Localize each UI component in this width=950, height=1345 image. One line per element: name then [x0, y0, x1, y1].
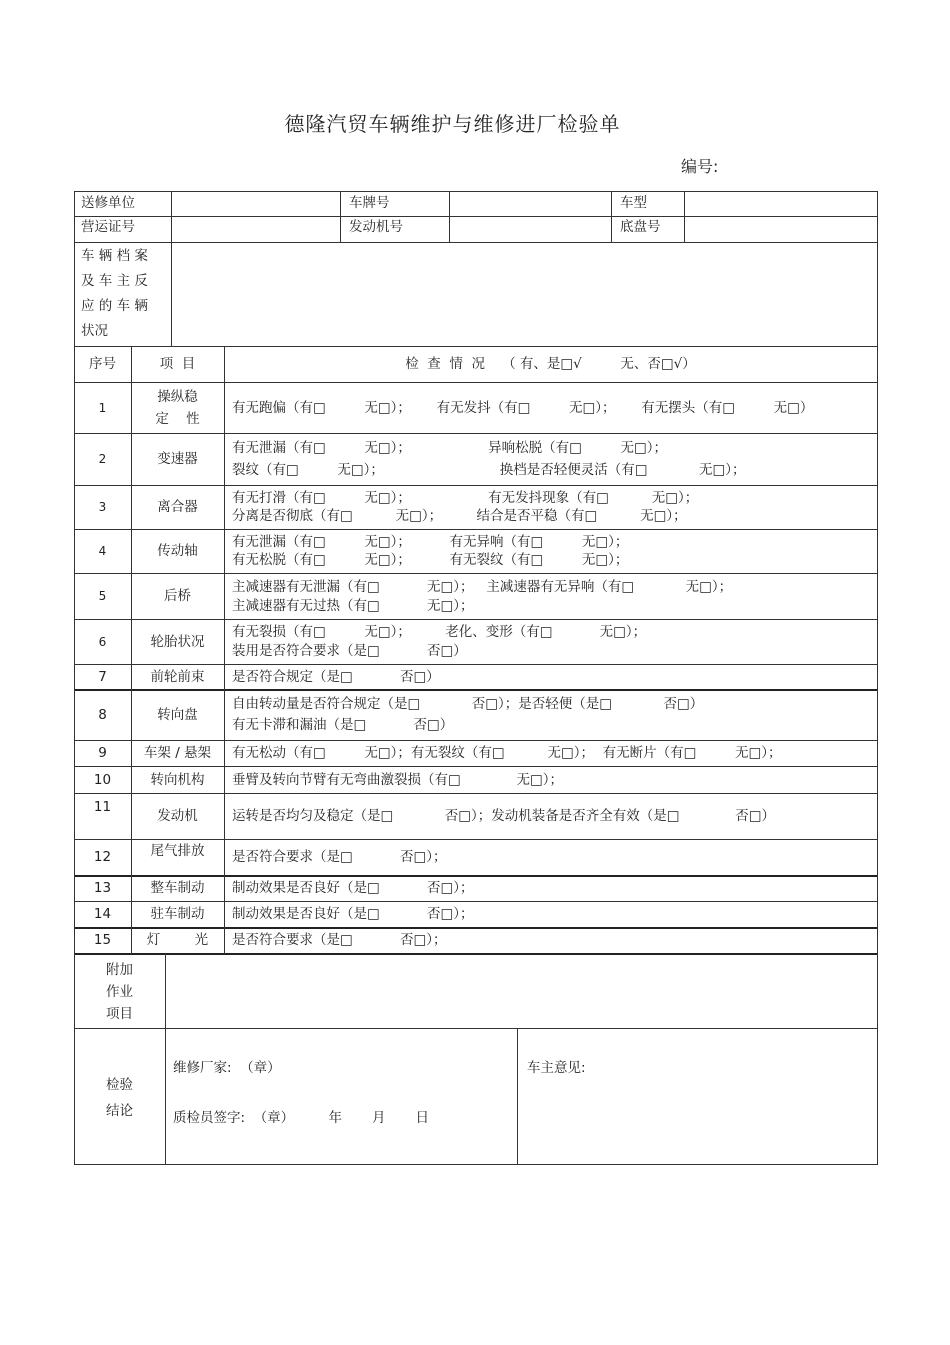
table-bottom-border: [74, 1164, 878, 1165]
row-item-name: 离合器: [157, 499, 198, 515]
row-item-name: 后桥: [164, 588, 191, 604]
row-check-text: 有无松动（有□ 无□）；有无裂纹（有□ 无□）； 有无断片（有□ 无□）；: [232, 745, 782, 761]
table-rule: [340, 191, 341, 243]
row-item-name: 整车制动: [150, 880, 205, 896]
inspector-signature-label: 质检员签字: （章） 年 月 日: [173, 1110, 430, 1126]
table-rule: [224, 346, 225, 954]
conclusion-label: 检验: [106, 1077, 133, 1093]
row-number: 8: [98, 706, 107, 723]
form-title: 德隆汽贸车辆维护与维修进厂检验单: [284, 112, 621, 136]
table-rule: [517, 1028, 518, 1165]
table-rule: [74, 664, 878, 665]
table-rule: [449, 191, 450, 243]
table-top-border: [74, 191, 878, 192]
row-number: 2: [98, 452, 107, 466]
row-check-text: 是否符合要求（是□ 否□）；: [232, 849, 447, 865]
row-check-text: 主减速器有无泄漏（有□ 无□）； 主减速器有无异响（有□ 无□）；: [232, 578, 733, 595]
row-check-text: 有无卡滞和漏油（是□ 否□）: [232, 717, 454, 734]
table-rule: [74, 346, 878, 347]
table-rule: [74, 433, 878, 434]
vehicle-archive-label: 状况: [81, 323, 108, 339]
seq-header: 序号: [89, 356, 116, 372]
header-label: 营运证号: [81, 219, 135, 235]
row-item-name: 变速器: [157, 451, 198, 467]
row-item-name: 驻车制动: [150, 906, 205, 922]
header-label: 车牌号: [349, 195, 390, 211]
row-check-text: 有无泄漏（有□ 无□）； 异响松脱（有□ 无□）；: [232, 440, 668, 456]
row-item-name: 定 性: [155, 410, 200, 427]
row-number: 10: [93, 771, 112, 788]
row-check-text: 是否符合规定（是□ 否□）: [232, 668, 440, 685]
table-rule: [74, 839, 878, 840]
owner-opinion-input[interactable]: [519, 1080, 875, 1162]
table-rule: [74, 689, 878, 691]
table-rule: [74, 793, 878, 794]
table-rule: [74, 766, 878, 767]
header-input-cell[interactable]: [173, 193, 339, 215]
row-item-name: 尾气排放: [150, 843, 205, 859]
row-number: 7: [98, 668, 107, 685]
table-rule: [74, 619, 878, 620]
vehicle-archive-label: 应 的 车 辆: [81, 298, 148, 314]
table-rule: [74, 1028, 878, 1029]
row-number: 15: [93, 932, 112, 948]
row-check-text: 有无泄漏（有□ 无□）； 有无异响（有□ 无□）；: [232, 534, 629, 550]
table-rule: [74, 529, 878, 530]
row-check-text: 有无裂损（有□ 无□）； 老化、变形（有□ 无□）；: [232, 624, 647, 641]
header-label: 底盘号: [620, 219, 661, 235]
header-input-cell[interactable]: [451, 218, 610, 241]
row-check-text: 制动效果是否良好（是□ 否□）；: [232, 880, 474, 896]
table-rule: [74, 382, 878, 383]
header-label: 发动机号: [349, 219, 403, 235]
header-input-cell[interactable]: [173, 218, 339, 241]
row-check-text: 主减速器有无过热（有□ 无□）；: [232, 597, 474, 614]
row-check-text: 自由转动量是否符合规定（是□ 否□）；是否轻便（是□ 否□）: [232, 695, 704, 712]
table-rule: [74, 927, 878, 929]
conclusion-label: 结论: [106, 1103, 133, 1119]
row-check-text: 制动效果是否良好（是□ 否□）；: [232, 906, 474, 922]
row-number: 4: [98, 544, 107, 558]
table-rule: [74, 875, 878, 877]
row-check-text: 分离是否彻底（有□ 无□）； 结合是否平稳（有□ 无□）；: [232, 508, 687, 524]
row-item-name: 发动机: [157, 808, 198, 824]
check-header: 检 查 情 况 （ 有、是□√ 无、否□√）: [405, 356, 696, 372]
header-input-cell[interactable]: [451, 193, 610, 215]
additional-work-input[interactable]: [167, 955, 875, 1026]
row-item-name: 转向机构: [150, 771, 205, 788]
row-number: 14: [93, 906, 112, 922]
table-rule: [74, 485, 878, 486]
row-number: 6: [98, 634, 107, 649]
row-number: 11: [93, 799, 112, 815]
table-rule: [74, 573, 878, 574]
row-check-text: 装用是否符合要求（是□ 否□）: [232, 642, 467, 659]
vehicle-archive-input[interactable]: [173, 244, 875, 344]
table-rule: [74, 242, 878, 243]
row-number: 3: [98, 500, 107, 514]
repair-factory-label: 维修厂家: （章）: [173, 1060, 281, 1076]
additional-work-label: 项目: [106, 1006, 133, 1022]
table-rule: [131, 346, 132, 954]
row-number: 13: [93, 880, 112, 896]
row-number: 9: [98, 745, 107, 761]
row-item-name: 前轮前束: [150, 668, 205, 685]
row-item-name: 操纵稳: [157, 388, 198, 405]
row-check-text: 有无打滑（有□ 无□）； 有无发抖现象（有□ 无□）；: [232, 490, 699, 506]
row-number: 12: [93, 849, 112, 865]
header-label: 车型: [620, 195, 647, 211]
row-check-text: 运转是否均匀及稳定（是□ 否□）；发动机装备是否齐全有效（是□ 否□）: [232, 808, 776, 824]
owner-opinion-label: 车主意见:: [527, 1060, 586, 1076]
row-item-name: 轮胎状况: [150, 633, 205, 650]
table-rule: [171, 242, 172, 347]
additional-work-label: 附加: [106, 962, 133, 978]
row-item-name: 转向盘: [157, 706, 198, 723]
vehicle-archive-label: 及 车 主 反: [81, 273, 148, 289]
header-label: 送修单位: [81, 195, 135, 211]
table-right-border: [877, 191, 878, 1165]
row-check-text: 是否符合要求（是□ 否□）；: [232, 932, 447, 948]
item-header: 项 目: [159, 356, 196, 372]
vehicle-archive-label: 车 辆 档 案: [81, 248, 148, 264]
table-rule: [74, 216, 878, 217]
row-number: 1: [98, 400, 107, 415]
table-rule: [74, 740, 878, 741]
table-rule: [165, 953, 166, 1165]
table-rule: [171, 191, 172, 243]
row-item-name: 传动轴: [157, 543, 198, 559]
row-item-name: 车架 / 悬架: [143, 745, 212, 761]
row-item-name: 灯 光: [146, 932, 209, 948]
row-number: 5: [98, 589, 107, 603]
serial-number-label: 编号:: [681, 157, 719, 176]
row-check-text: 垂臂及转向节臂有无弯曲激裂损（有□ 无□）；: [232, 771, 564, 788]
row-check-text: 有无跑偏（有□ 无□）； 有无发抖（有□ 无□）； 有无摆头（有□ 无□）: [232, 399, 814, 416]
row-check-text: 裂纹（有□ 无□）； 换档是否轻便灵活（有□ 无□）；: [232, 462, 746, 478]
table-rule: [684, 191, 685, 243]
additional-work-label: 作业: [106, 984, 133, 1000]
header-input-cell[interactable]: [686, 193, 876, 215]
table-rule: [74, 901, 878, 902]
table-rule: [611, 191, 612, 243]
row-check-text: 有无松脱（有□ 无□）； 有无裂纹（有□ 无□）；: [232, 552, 629, 568]
header-input-cell[interactable]: [686, 218, 876, 241]
